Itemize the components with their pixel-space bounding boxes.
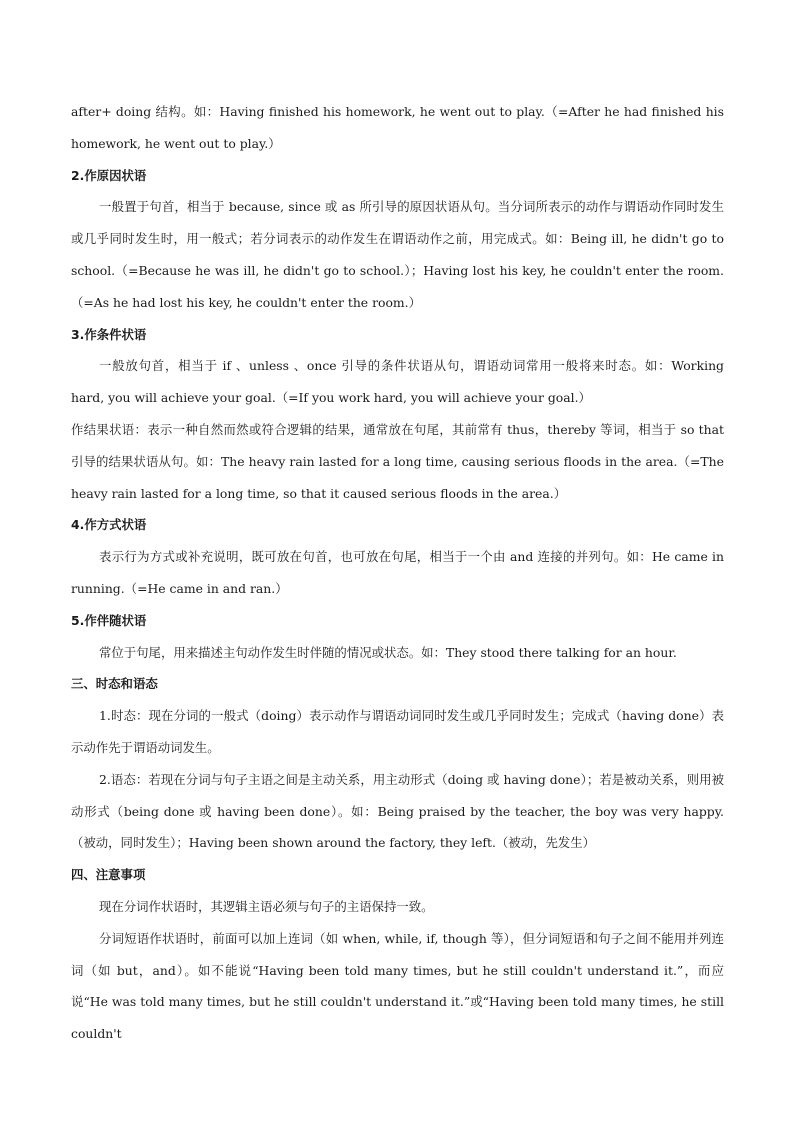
heading-notes: 四、注意事项	[71, 867, 146, 883]
paragraph-voice: 2.语态：若现在分词与句子主语之间是主动关系，用主动形式（doing 或 having done）；若是被动关系，则用被动形式（being done 或 having been done）。如：Being praised by the teacher, the boy was very happy.（被动，同时发生）；Having been shown around the factory, they left.（被动，先发生）	[71, 771, 724, 851]
paragraph-logical-subject: 现在分词作状语时，其逻辑主语必须与句子的主语保持一致。	[99, 898, 434, 914]
paragraph-conjunctions: 分词短语作状语时，前面可以加上连词（如 when, while, if, though 等），但分词短语和句子之间不能用并列连词（如 but，and）。如不能说“Having been told many times, but he still couldn't understand it.”，而应说“He was told many times, but he still couldn't understand it.”或“Having been told many times, he still couldn't	[71, 930, 724, 1042]
heading-condition-adverbial: 3.作条件状语	[71, 326, 147, 342]
paragraph-tense: 1.时态：现在分词的一般式（doing）表示动作与谓语动词同时发生或几乎同时发生；完成式（having done）表示动作先于谓语动词发生。	[71, 708, 724, 755]
paragraph-reason-adverbial: 一般置于句首，相当于 because, since 或 as 所引导的原因状语从句。当分词所表示的动作与谓语动作同时发生或几乎同时发生时，用一般式；若分词表示的动作发生在谓语动作之前，用完成式。如：Being ill, he didn't go to school.（=Because he was ill, he didn't go to school.）；Having lost his key, he couldn't enter the room.（=As he had lost his key, he couldn't enter the room.）	[71, 199, 724, 310]
heading-tense-voice: 三、时态和语态	[71, 676, 158, 692]
document-body	[71, 96, 724, 1050]
paragraph-condition-adverbial: 一般放句首，相当于 if 、unless 、once 引导的条件状语从句，谓语动词常用一般将来时态。如：Working hard, you will achieve your goal.（=If you work hard, you will achieve your goal.）	[71, 358, 724, 406]
heading-manner-adverbial: 4.作方式状语	[71, 517, 147, 533]
paragraph-manner-adverbial: 表示行为方式或补充说明，既可放在句首，也可放在句尾，相当于一个由 and 连接的并列句。如：He came in running.（=He came in and ran.）	[71, 549, 724, 596]
paragraph-accompanying-adverbial: 常位于句尾，用来描述主句动作发生时伴随的情况或状态。如：They stood there talking for an hour.	[99, 644, 677, 660]
heading-accompanying-adverbial: 5.作伴随状语	[71, 612, 147, 628]
paragraph-after-doing: after+ doing 结构。如：Having finished his homework, he went out to play.（=After he had finished his homework, he went out to play.）	[71, 104, 724, 151]
paragraph-result-adverbial: 作结果状语：表示一种自然而然或符合逻辑的结果，通常放在句尾，其前常有 thus，thereby 等词，相当于 so that 引导的结果状语从句。如：The heavy rain lasted for a long time, causing serious floods in the area.（=The heavy rain lasted for a long time, so that it caused serious floods in the area.）	[71, 421, 724, 501]
heading-reason-adverbial: 2.作原因状语	[71, 167, 147, 183]
